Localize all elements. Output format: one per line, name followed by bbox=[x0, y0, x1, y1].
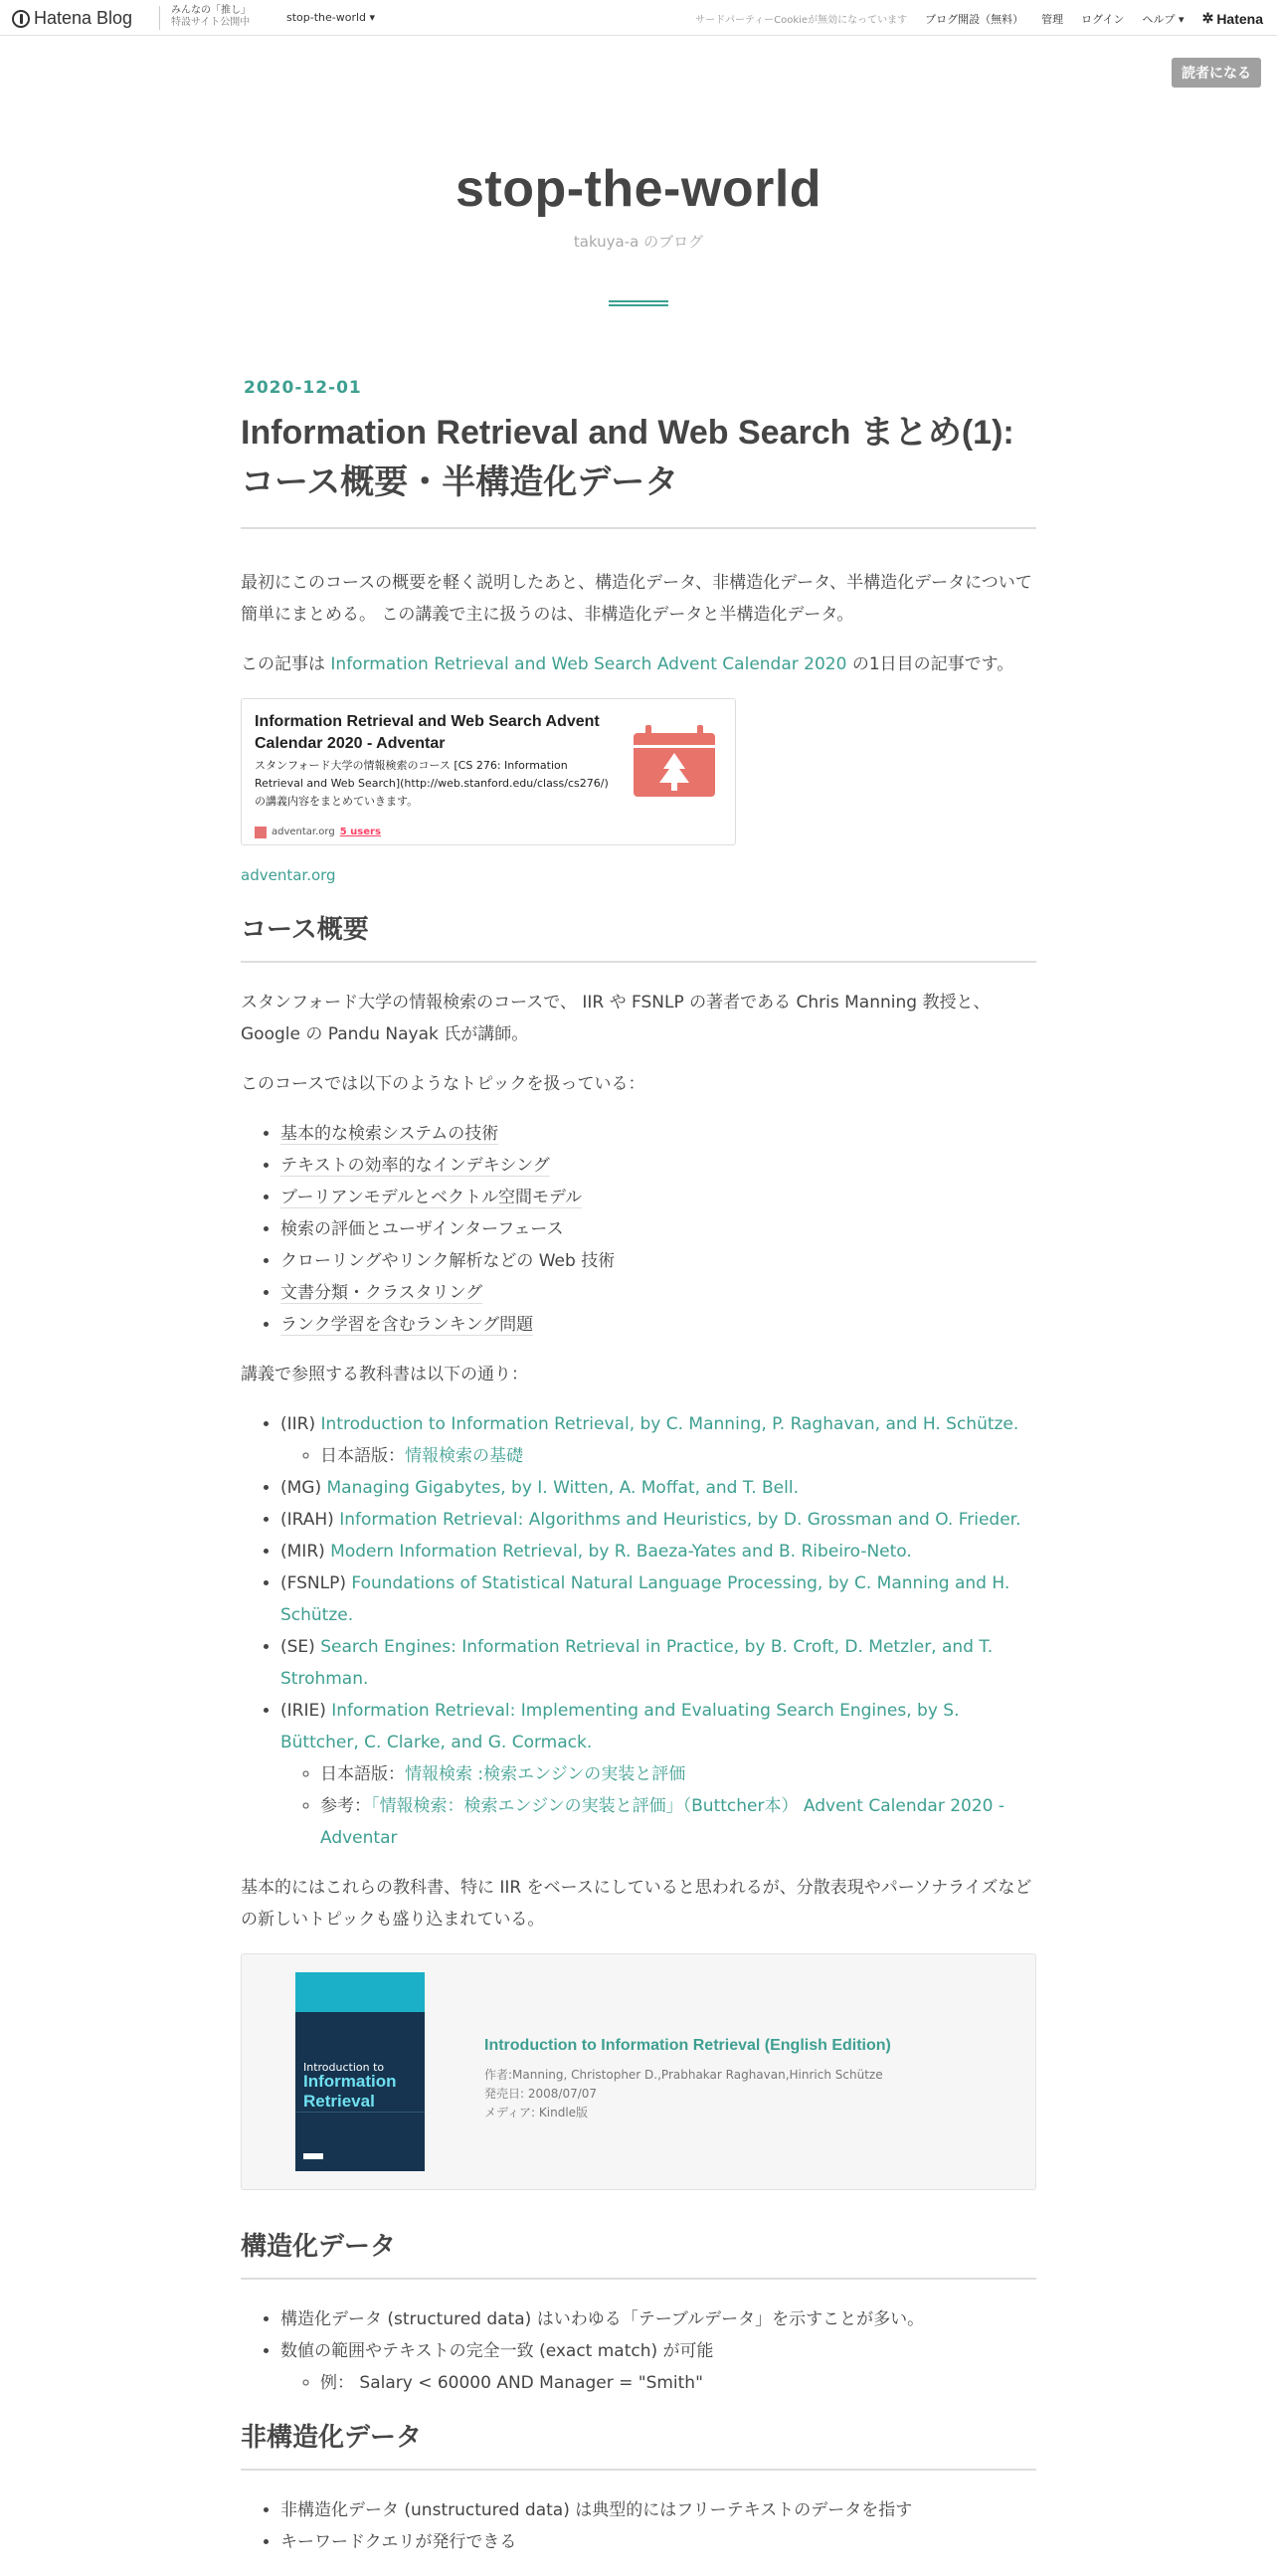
topic-text: テキストの効率的なインデキシング bbox=[280, 1156, 550, 1176]
book-link-irie[interactable]: Information Retrieval: Implementing and Evaluating Search Engines, by S. Büttcher, C. Clarke, and G. Cormack. bbox=[280, 1701, 960, 1752]
book-item-mg bbox=[280, 1472, 1036, 1504]
topic-text: クローリングやリンク解析などの Web 技術 bbox=[280, 1251, 616, 1271]
hatena-blog-logo-icon bbox=[12, 10, 30, 28]
hatena-star-icon: ✲ bbox=[1201, 10, 1214, 26]
intro-paragraph: 最初にこのコースの概要を軽く説明したあと、構造化データ、非構造化データ、半構造化データについて簡単にまとめる。 この講義で主に扱うのは、非構造化データと半構造化データ。 bbox=[241, 573, 1032, 625]
book-abbr: (IRIE) bbox=[280, 1701, 332, 1721]
embed-cite-link-paragraph bbox=[241, 859, 1036, 891]
article-title[interactable]: Information Retrieval and Web Search まとめ(1): コース概要・半構造化データ bbox=[241, 408, 1036, 529]
help-dropdown[interactable]: ヘルプ ▾ bbox=[1142, 12, 1185, 26]
book-sub-label: 日本語版： bbox=[320, 1446, 405, 1466]
book-item-se bbox=[280, 1631, 1036, 1695]
book-link-irie-ja[interactable]: 情報検索 :検索エンジンの実装と評価 bbox=[405, 1764, 686, 1784]
book-cover-line1: Introduction to bbox=[303, 2061, 385, 2074]
book-link-mg[interactable]: Managing Gigabytes, by I. Witten, A. Moffat, and T. Bell. bbox=[326, 1478, 799, 1498]
book-abbr: (IRAH) bbox=[280, 1510, 340, 1530]
hatena-blog-logo-text: Hatena Blog bbox=[34, 8, 133, 28]
embed-title[interactable]: Information Retrieval and Web Search Advent Calendar 2020 - Adventar bbox=[255, 713, 600, 752]
book-abbr: (SE) bbox=[280, 1637, 321, 1657]
manage-link[interactable]: 管理 bbox=[1041, 12, 1064, 26]
book-link-irah[interactable]: Information Retrieval: Algorithms and Heuristics, by D. Grossman and O. Frieder. bbox=[339, 1510, 1021, 1530]
product-author: 作者:Manning, Christopher D.,Prabhakar Raghavan,Hinrich Schütze bbox=[484, 2068, 883, 2082]
books-intro: 講義で参照する教科書は以下の通り： bbox=[241, 1365, 528, 1384]
topic-item bbox=[280, 1150, 1036, 1182]
topic-text: 検索の評価とユーザインターフェース bbox=[280, 1219, 564, 1239]
promo-line-2: 特設サイト公開中 bbox=[171, 17, 251, 28]
book-abbr: (IIR) bbox=[280, 1414, 321, 1434]
hatena-blog-logo[interactable] bbox=[12, 8, 132, 29]
embed-site: adventar.org bbox=[272, 827, 335, 837]
product-title-link[interactable]: Introduction to Information Retrieval (English Edition) bbox=[484, 2037, 891, 2054]
embed-description: スタンフォード大学の情報検索のコース [CS 276: Information Retrieval and Web Search](http://web.stanford.edu/class/cs276/) の講義内容をまとめていきます。 bbox=[255, 759, 609, 808]
topic-item bbox=[280, 1213, 1036, 1245]
section-heading-unstructured: 非構造化データ bbox=[241, 2417, 1036, 2471]
book-subitem bbox=[320, 1440, 1036, 1472]
book-abbr: (MIR) bbox=[280, 1542, 331, 1562]
product-release-date: 発売日: 2008/07/07 bbox=[484, 2087, 598, 2101]
book-link-se[interactable]: Search Engines: Information Retrieval in Practice, by B. Croft, D. Metzler, and T. Strohman. bbox=[280, 1637, 994, 1689]
link-embed-card[interactable] bbox=[241, 698, 736, 845]
book-item-irie bbox=[280, 1695, 1036, 1854]
structured-sublist bbox=[280, 2367, 1036, 2399]
topic-item bbox=[280, 1309, 1036, 1341]
unstructured-item: • キーワードクエリが発行できる bbox=[280, 2526, 1036, 2558]
topic-text: ブーリアンモデルとベクトル空間モデル bbox=[280, 1188, 583, 1207]
book-cover-pattern bbox=[295, 2112, 425, 2171]
book-item-fsnlp bbox=[280, 1567, 1036, 1631]
blog-switcher-dropdown[interactable]: stop-the-world ▾ bbox=[286, 11, 376, 24]
book-link-mir[interactable]: Modern Information Retrieval, by R. Baeza-Yates and B. Ribeiro-Neto. bbox=[330, 1542, 912, 1562]
header-decoration-divider bbox=[609, 300, 668, 306]
topic-text: 基本的な検索システムの技術 bbox=[280, 1124, 499, 1144]
topic-item bbox=[280, 1182, 1036, 1213]
structured-list bbox=[241, 2303, 1036, 2399]
book-sub-label: 参考： bbox=[320, 1796, 371, 1816]
embed-cite-link[interactable]: adventar.org bbox=[241, 866, 336, 884]
blog-description: takuya-a のブログ bbox=[573, 233, 704, 251]
topic-item bbox=[280, 1245, 1036, 1277]
book-cover-line2: Information bbox=[303, 2072, 397, 2091]
subscribe-button[interactable]: 読者になる bbox=[1172, 58, 1261, 88]
book-item-iir bbox=[280, 1408, 1036, 1472]
book-sub-label: 日本語版： bbox=[320, 1764, 405, 1784]
book-subitem bbox=[320, 1790, 1036, 1854]
section-heading-course-overview: コース概要 bbox=[241, 909, 1036, 963]
embed-meta bbox=[255, 817, 381, 848]
blog-title[interactable]: stop-the-world bbox=[455, 160, 822, 218]
cookie-notice: サードパーティーCookieが無効になっています bbox=[695, 15, 908, 26]
book-sublist bbox=[280, 1758, 1036, 1854]
book-abbr: (FSNLP) bbox=[280, 1573, 352, 1593]
structured-item bbox=[280, 2335, 1036, 2399]
course-description: スタンフォード大学の情報検索のコースで、 IIR や FSNLP の著者である Chris Manning 教授と、Google の Pandu Nayak 氏が講師。 bbox=[241, 993, 991, 1044]
book-subitem bbox=[320, 1758, 1036, 1790]
promo-banner-link[interactable] bbox=[171, 5, 251, 29]
book-abbr: (MG) bbox=[280, 1478, 327, 1498]
book-link-irie-ref[interactable]: 「情報検索：検索エンジンの実装と評価」（Buttcher本） Advent Calendar 2020 - Adventar bbox=[320, 1796, 1005, 1848]
book-cover-badge bbox=[303, 2153, 323, 2159]
global-header bbox=[0, 0, 1277, 36]
article-date[interactable]: 2020-12-01 bbox=[244, 378, 362, 398]
bookmark-users-count[interactable]: 5 users bbox=[339, 827, 381, 837]
book-cover-band bbox=[295, 1972, 425, 2012]
article-body bbox=[241, 567, 1036, 2558]
book-cover-line3: Retrieval bbox=[303, 2092, 375, 2111]
topic-text: ランク学習を含むランキング問題 bbox=[280, 1315, 534, 1335]
basis-paragraph: 基本的にはこれらの教科書、特に IIR をベースにしていると思われるが、分散表現やパーソナライズなどの新しいトピックも盛り込まれている。 bbox=[241, 1878, 1032, 1930]
advent-calendar-link[interactable]: Information Retrieval and Web Search Advent Calendar 2020 bbox=[330, 654, 847, 674]
book-cover-image[interactable] bbox=[295, 1972, 425, 2171]
book-link-iir[interactable]: Introduction to Information Retrieval, by C. Manning, P. Raghavan, and H. Schütze. bbox=[320, 1414, 1019, 1434]
topic-item bbox=[280, 1277, 1036, 1309]
hatena-brand-link[interactable] bbox=[1202, 10, 1263, 27]
topic-item bbox=[280, 1118, 1036, 1150]
advent-text-post: の1日目の記事です。 bbox=[846, 654, 1014, 674]
product-card bbox=[241, 1953, 1036, 2190]
topics-intro: このコースでは以下のようなトピックを扱っている： bbox=[241, 1074, 645, 1094]
book-sublist bbox=[280, 1440, 1036, 1472]
structured-example: ◦ 例： Salary < 60000 AND Manager = "Smith" bbox=[320, 2367, 1036, 2399]
unstructured-item: • 非構造化データ (unstructured data) は典型的にはフリーテキストのデータを指す bbox=[280, 2494, 1036, 2526]
product-info bbox=[484, 2030, 891, 2122]
book-item-mir bbox=[280, 1536, 1036, 1567]
structured-item-text: 数値の範囲やテキストの完全一致 (exact match) が可能 bbox=[280, 2341, 714, 2361]
structured-item: • 構造化データ (structured data) はいわゆる「テーブルデータ」を示すことが多い。 bbox=[280, 2303, 1036, 2335]
login-link[interactable]: ログイン bbox=[1081, 12, 1125, 26]
product-media: メディア: Kindle版 bbox=[484, 2106, 589, 2119]
calendar-tree-icon bbox=[632, 723, 717, 799]
article bbox=[241, 378, 1036, 2576]
create-blog-link[interactable]: ブログ開設（無料） bbox=[925, 12, 1024, 26]
header-divider bbox=[159, 6, 160, 30]
topic-text: 文書分類・クラスタリング bbox=[280, 1283, 483, 1303]
header-right-nav bbox=[695, 10, 1263, 27]
book-link-iir-ja[interactable]: 情報検索の基礎 bbox=[405, 1446, 523, 1466]
advent-paragraph bbox=[241, 648, 1036, 680]
hatena-brand-text: Hatena bbox=[1216, 10, 1263, 27]
adventar-favicon-icon bbox=[255, 827, 267, 838]
topics-list bbox=[241, 1118, 1036, 1341]
promo-line-1: みんなの「推し」 bbox=[171, 5, 251, 16]
book-item-irah bbox=[280, 1504, 1036, 1536]
section-heading-structured: 構造化データ bbox=[241, 2226, 1036, 2280]
book-link-fsnlp[interactable]: Foundations of Statistical Natural Language Processing, by C. Manning and H. Schütze. bbox=[280, 1573, 1010, 1625]
unstructured-list bbox=[241, 2494, 1036, 2558]
advent-text-pre: この記事は bbox=[241, 654, 331, 674]
books-list bbox=[241, 1408, 1036, 1854]
